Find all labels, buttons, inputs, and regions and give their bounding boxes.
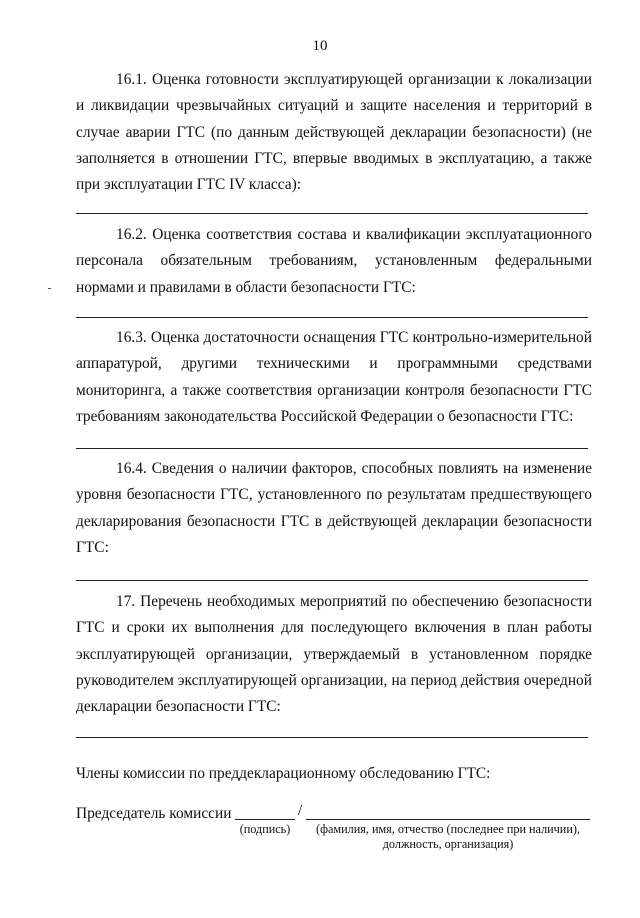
name-line xyxy=(306,819,590,820)
answer-line-16-2 xyxy=(76,317,588,318)
section-17-text: 17. Перечень необходимых мероприятий по обеспечению безопасности ГТС и сроки их выполнения для последующего включения в план работы эксплуатирующей организации, утверждаемый в установленном порядке руководителем эксплуатирующей организации, на период действия очередной декларации безопасности ГТС: xyxy=(76,593,592,716)
answer-line-16-3 xyxy=(76,448,588,449)
signature-line xyxy=(235,819,295,820)
section-16-2-text: 16.2. Оценка соответствия состава и квалификации эксплуатационного персонала обязательным требованиям, установленным федеральными нормами и правилами в области безопасности ГТС: xyxy=(76,226,592,296)
signature-caption: (подпись) xyxy=(239,822,291,836)
answer-line-17 xyxy=(76,737,588,738)
page-number: 10 xyxy=(312,38,328,54)
section-16-3-text: 16.3. Оценка достаточности оснащения ГТС контрольно-измерительной аппаратурой, другими техническими и программными средствами мониторинга, а также соответствия организации контроля безопасности ГТС требованиям законодательства Российской Федерации о безопасности ГТС: xyxy=(76,329,592,425)
margin-mark xyxy=(48,288,51,289)
answer-line-16-4 xyxy=(76,580,588,581)
section-16-1-text: 16.1. Оценка готовности эксплуатирующей организации к локализации и ликвидации чрезвычайных ситуаций и защите населения и территорий в случае аварии ГТС (по данным действующей декларации безопасности) (не заполняется в отношении ГТС, впервые вводимых в эксплуатацию, а также при эксплуатации ГТС IV класса): xyxy=(76,71,592,194)
name-caption-line-2: должность, организация) xyxy=(382,837,514,851)
name-caption-line-1: (фамилия, имя, отчество (последнее при наличии), xyxy=(316,822,580,836)
commission-members-heading: Члены комиссии по преддекларационному обследованию ГТС: xyxy=(76,765,491,782)
answer-line-16-1 xyxy=(76,213,588,214)
signature-separator: / xyxy=(298,802,303,819)
chairman-label: Председатель комиссии xyxy=(76,805,232,822)
section-16-4-text: 16.4. Сведения о наличии факторов, способных повлиять на изменение уровня безопасности ГТС, установленного по результатам предшествующего декларирования безопасности ГТС в действующей декларации безопасности ГТС: xyxy=(76,460,592,556)
